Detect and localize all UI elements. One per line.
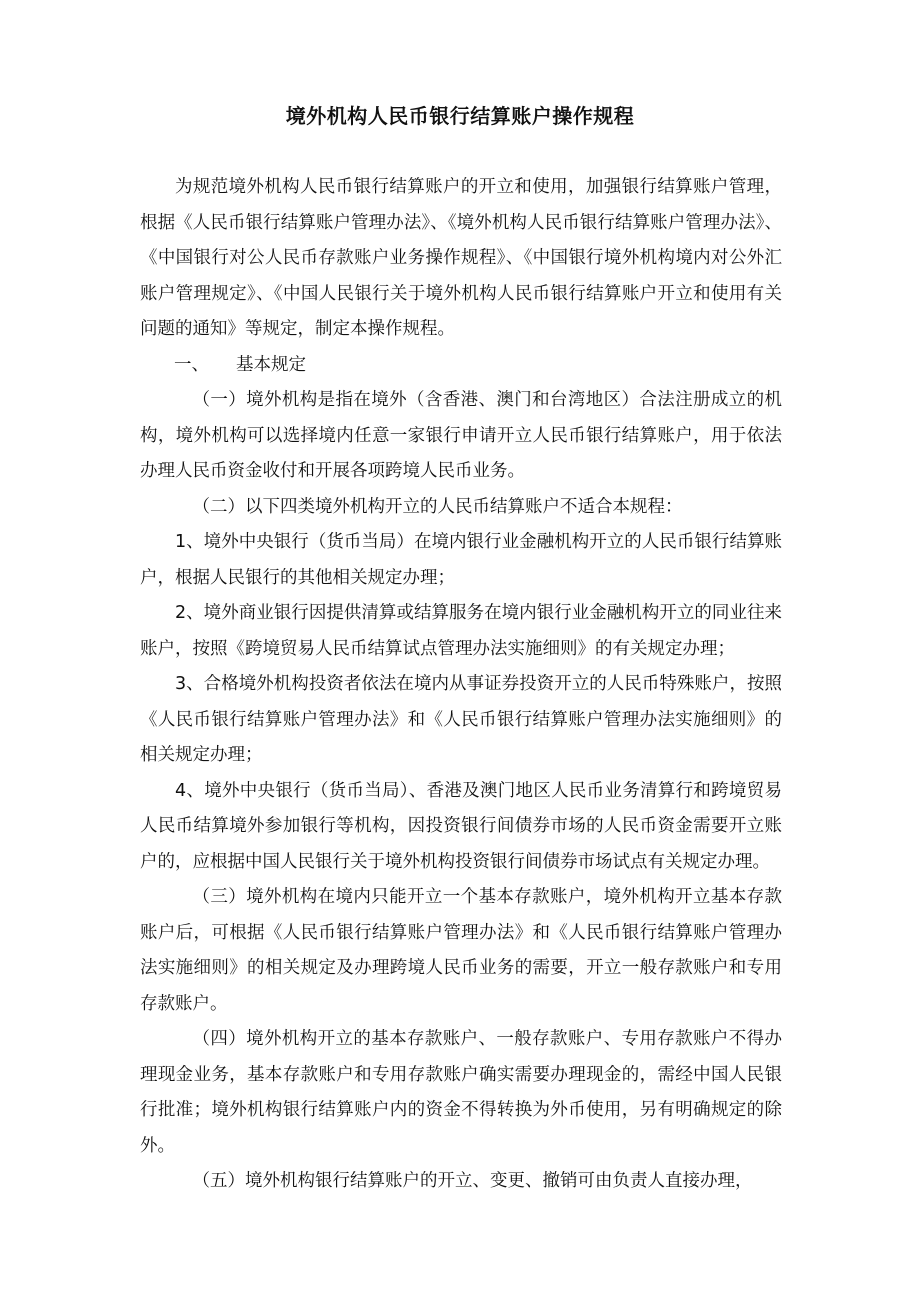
document-title: 境外机构人民币银行结算账户操作规程 [285,104,635,128]
clause-2-item-1: 1、境外中央银行（货币当局）在境内银行业金融机构开立的人民币银行结算账户，根据人民银行的其他相关规定办理； [140,532,782,588]
section-number: 一、 [174,354,209,375]
clause-1-paragraph: （一）境外机构是指在境外（含香港、澳门和台湾地区）合法注册成立的机构，境外机构可以选择境内任意一家银行申请开立人民币银行结算账户，用于依法办理人民币资金收付和开展各项跨境人民币业务。 [140,390,782,481]
clause-2-item-3: 3、合格境外机构投资者依法在境内从事证券投资开立的人民币特殊账户，按照《人民币银行结算账户管理办法》和《人民币银行结算账户管理办法实施细则》的相关规定办理； [140,674,782,765]
clause-5-paragraph: （五）境外机构银行结算账户的开立、变更、撤销可由负责人直接办理， [192,1171,753,1191]
clause-4-paragraph: （四）境外机构开立的基本存款账户、一般存款账户、专用存款账户不得办理现金业务，基本存款账户和专用存款账户确实需要办理现金的，需经中国人民银行批准；境外机构银行结算账户内的资金不得转换为外币使用，另有明确规定的除外。 [140,1029,782,1156]
section-heading [140,348,782,384]
clause-2-item-4: 4、境外中央银行（货币当局）、香港及澳门地区人民币业务清算行和跨境贸易人民币结算境外参加银行等机构，因投资银行间债券市场的人民币资金需要开立账户的，应根据中国人民银行关于境外机构投资银行间债券市场试点有关规定办理。 [140,780,782,872]
document-body [140,170,782,1200]
clause-2-paragraph: （二）以下四类境外机构开立的人民币结算账户不适合本规程： [192,496,683,517]
clause-2-item-2: 2、境外商业银行因提供清算或结算服务在境内银行业金融机构开立的同业往来账户，按照《跨境贸易人民币结算试点管理办法实施细则》的有关规定办理； [140,603,782,659]
intro-paragraph: 为规范境外机构人民币银行结算账户的开立和使用，加强银行结算账户管理，根据《人民币银行结算账户管理办法》、《境外机构人民币银行结算账户管理办法》、《中国银行对公人民币存款账户业务操作规程》、《中国银行境外机构境内对公外汇账户管理规定》、《中国人民银行关于境外机构人民币银行结算账户开立和使用有关问题的通知》等规定，制定本操作规程。 [140,177,782,339]
section-title: 基本规定 [236,354,306,375]
clause-3-paragraph: （三）境外机构在境内只能开立一个基本存款账户，境外机构开立基本存款账户后，可根据《人民币银行结算账户管理办法》和《人民币银行结算账户管理办法实施细则》的相关规定及办理跨境人民币业务的需要，开立一般存款账户和专用存款账户。 [140,887,782,1014]
